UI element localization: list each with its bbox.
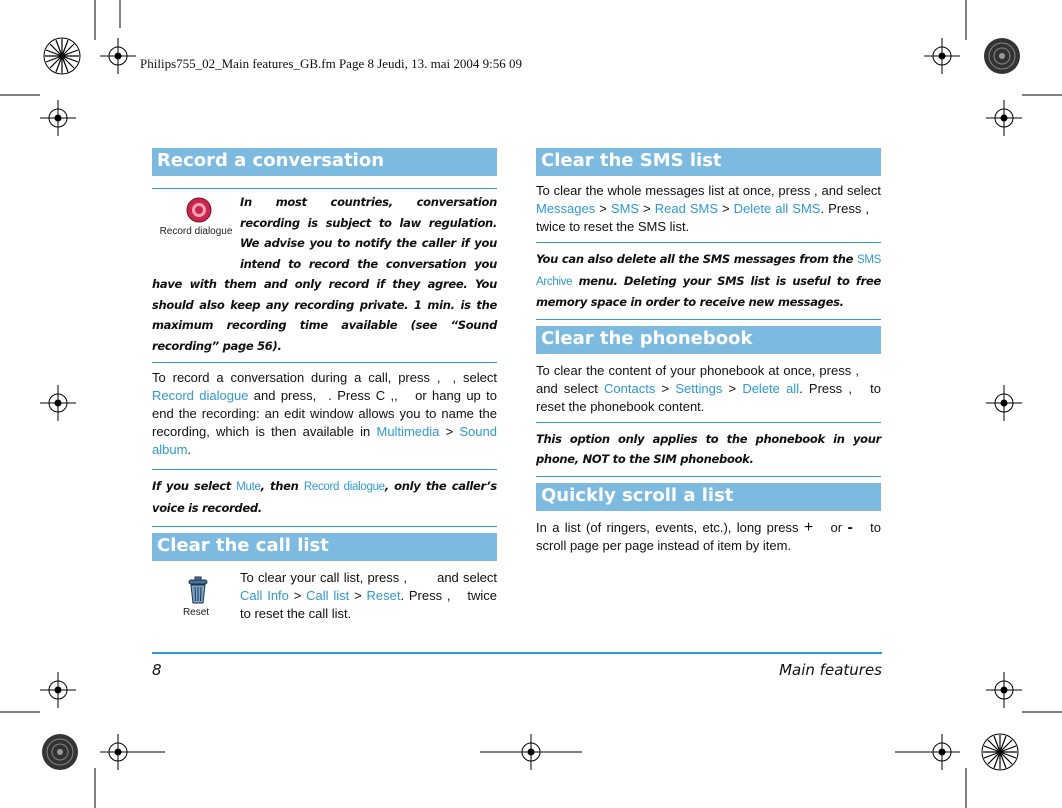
settings-link[interactable]: Settings [675,380,723,396]
phonebook-instructions: To clear the content of your phonebook at once, press , and select Contacts > Settings > Delete all. Press , to reset the phonebook content. [536,362,881,414]
scroll-instructions: In a list (of ringers, events, etc.), long press + or - to scroll page per page instead of item by item. [536,518,881,553]
section-rule [152,526,497,527]
messages-link[interactable]: Messages [536,201,596,216]
key-minus: - [847,518,853,536]
sms-archive-link[interactable]: SMS Archive [536,254,881,288]
record-dialogue-icon-box [152,195,240,255]
sms-instructions: To clear the whole messages list at once, press , and select Messages > SMS > Read SMS > Delete all SMS. Press , twice to reset the SMS list. [536,183,881,234]
call-info-link[interactable]: Call Info [240,588,289,603]
delete-all-sms-link[interactable]: Delete all SMS [733,201,821,216]
section-rule [152,188,497,189]
read-sms-link[interactable]: Read SMS [654,201,719,216]
left-column [152,148,497,639]
section-rule [536,476,881,477]
section-rule [536,242,881,243]
print-slug: Philips755_02_Main features_GB.fm Page 8 Jeudi, 13. mai 2004 9:56 09 [140,56,523,71]
key-c: C [375,388,386,403]
page-number: 8 [152,661,162,679]
section-title-sms: Clear the SMS list [536,148,881,176]
call-list-instructions: To clear your call list, press , and select Call Info > Call list > Reset. Press , twice to reset the call list. [240,570,497,621]
right-column [536,148,881,555]
key-plus: + [803,518,814,536]
section-title-phonebook: Clear the phonebook [536,326,881,354]
section-title-scroll: Quickly scroll a list [536,483,881,511]
sms-link[interactable]: SMS [610,201,640,216]
record-legal-note: In most countries, conversation recording is subject to law regulation. We advise you to notify the caller if you intend to record the conversation you have with them and only record if they agree. You should also keep any recording private. 1 min. is the maximum recording time available (see “Sound recording” page 56). [152,195,497,353]
section-rule [536,422,881,423]
delete-all-link[interactable]: Delete all [742,380,800,396]
sound-album-link[interactable]: Sound album [152,424,497,457]
record-dialogue-caption: Record dialogue [159,226,233,237]
section-title-record: Record a conversation [152,148,497,176]
record-dialogue-link-2[interactable]: Record dialogue [303,481,385,493]
record-instructions: To record a conversation during a call, press , , select Record dialogue and press, . Press C ,, or hang up to end the recording: an edit window allows you to name the recording, which is then available in Multimedia > Sound album. [152,370,497,457]
mute-link[interactable]: Mute [236,481,261,493]
call-list-link[interactable]: Call list [306,588,350,603]
phonebook-note: This option only applies to the phonebook in your phone, NOT to the SIM phonebook. [536,431,881,466]
reset-icon-box [152,569,240,639]
section-rule [152,362,497,363]
reset-link[interactable]: Reset [366,588,401,603]
contacts-link[interactable]: Contacts [604,380,656,396]
section-rule [152,469,497,470]
section-title-call-list: Clear the call list [152,533,497,561]
multimedia-link[interactable]: Multimedia [376,424,440,439]
trash-icon [186,575,210,605]
reset-caption: Reset [182,607,210,618]
record-icon [186,197,212,223]
chapter-title: Main features [779,661,882,679]
record-dialogue-link[interactable]: Record dialogue [152,388,249,403]
sms-archive-note: You can also delete all the SMS messages from the SMS Archive menu. Deleting your SMS list is useful to free memory space in order to receive new messages. [536,252,881,309]
section-rule [536,319,881,320]
mute-note: If you select Mute, then Record dialogue, only the caller’s voice is recorded. [152,479,497,515]
footer-rule [152,652,882,654]
